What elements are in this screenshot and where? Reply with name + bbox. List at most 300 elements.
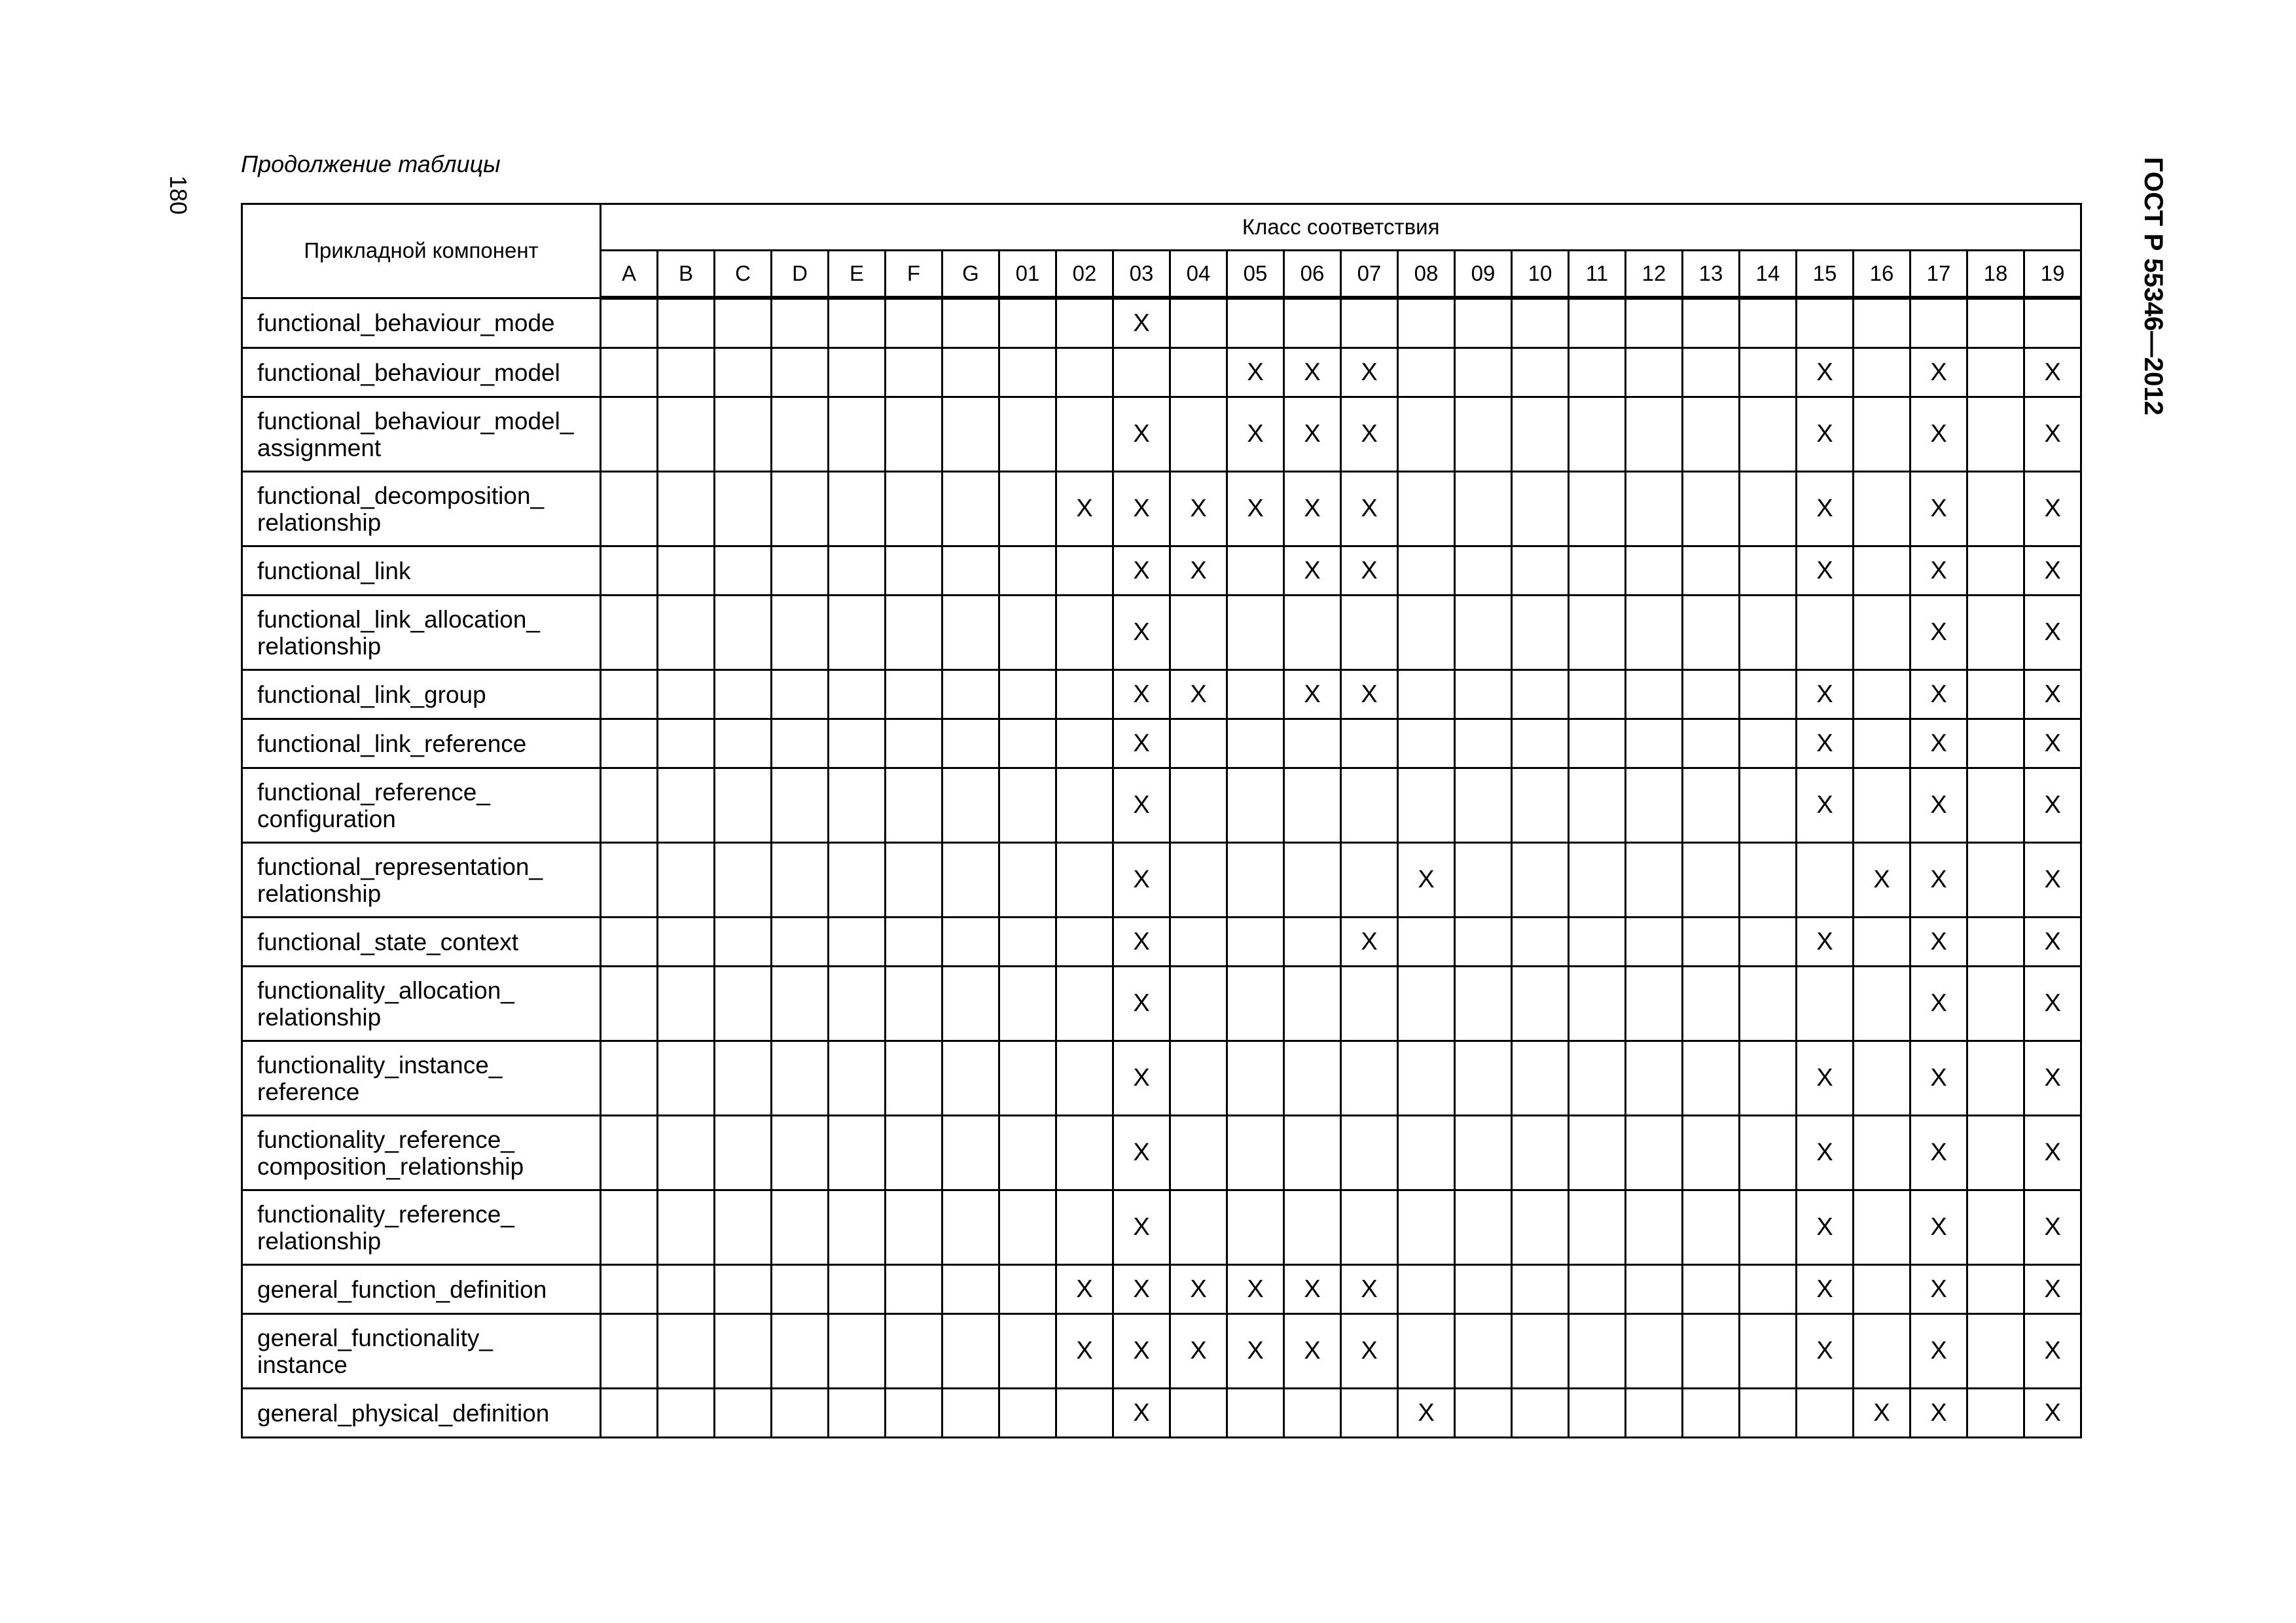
class-code-header: 07 bbox=[1341, 251, 1398, 298]
empty-cell bbox=[1398, 1116, 1455, 1190]
conformance-mark-cell: X bbox=[1113, 1389, 1170, 1438]
empty-cell bbox=[1170, 843, 1227, 918]
component-name-cell: functional_link_group bbox=[242, 670, 601, 719]
empty-cell bbox=[1398, 298, 1455, 348]
empty-cell bbox=[1455, 472, 1512, 546]
empty-cell bbox=[601, 843, 658, 918]
conformance-mark-cell: X bbox=[1910, 768, 1967, 843]
conformance-mark-cell: X bbox=[1797, 397, 1854, 472]
conformance-mark-cell: X bbox=[1284, 397, 1341, 472]
empty-cell bbox=[999, 918, 1056, 967]
empty-cell bbox=[601, 397, 658, 472]
empty-cell bbox=[1854, 670, 1910, 719]
empty-cell bbox=[886, 967, 942, 1041]
empty-cell bbox=[2024, 298, 2081, 348]
empty-cell bbox=[1967, 1190, 2024, 1265]
table-body bbox=[242, 298, 2081, 1438]
empty-cell bbox=[715, 843, 772, 918]
empty-cell bbox=[1227, 596, 1284, 670]
class-code-header: 17 bbox=[1910, 251, 1967, 298]
empty-cell bbox=[1341, 1190, 1398, 1265]
empty-cell bbox=[1455, 719, 1512, 768]
empty-cell bbox=[942, 670, 999, 719]
conformance-mark-cell: X bbox=[1910, 546, 1967, 596]
empty-cell bbox=[1626, 298, 1683, 348]
empty-cell bbox=[1569, 1116, 1626, 1190]
empty-cell bbox=[1056, 596, 1113, 670]
empty-cell bbox=[829, 670, 886, 719]
empty-cell bbox=[1284, 843, 1341, 918]
empty-cell bbox=[772, 843, 829, 918]
component-name-cell: functional_behaviour_mode bbox=[242, 298, 601, 348]
conformance-mark-cell: X bbox=[1854, 1389, 1910, 1438]
conformance-mark-cell: X bbox=[1113, 546, 1170, 596]
empty-cell bbox=[1626, 967, 1683, 1041]
empty-cell bbox=[1683, 1041, 1740, 1116]
conformance-mark-cell: X bbox=[1398, 1389, 1455, 1438]
empty-cell bbox=[1455, 1314, 1512, 1389]
empty-cell bbox=[658, 967, 715, 1041]
empty-cell bbox=[1455, 298, 1512, 348]
table-row bbox=[242, 546, 2081, 596]
empty-cell bbox=[1854, 1314, 1910, 1389]
empty-cell bbox=[658, 719, 715, 768]
empty-cell bbox=[942, 1116, 999, 1190]
conformance-mark-cell: X bbox=[2024, 546, 2081, 596]
empty-cell bbox=[1683, 843, 1740, 918]
conformance-table bbox=[241, 203, 2082, 1438]
empty-cell bbox=[1569, 719, 1626, 768]
table-row bbox=[242, 967, 2081, 1041]
empty-cell bbox=[1056, 719, 1113, 768]
conformance-mark-cell: X bbox=[1341, 918, 1398, 967]
empty-cell bbox=[1455, 1389, 1512, 1438]
empty-cell bbox=[658, 1116, 715, 1190]
conformance-mark-cell: X bbox=[1056, 1265, 1113, 1314]
conformance-mark-cell: X bbox=[1797, 1314, 1854, 1389]
empty-cell bbox=[1854, 1265, 1910, 1314]
empty-cell bbox=[1854, 1116, 1910, 1190]
conformance-mark-cell: X bbox=[1341, 397, 1398, 472]
empty-cell bbox=[1740, 1265, 1797, 1314]
conformance-mark-cell: X bbox=[1113, 1265, 1170, 1314]
empty-cell bbox=[715, 298, 772, 348]
empty-cell bbox=[1967, 1265, 2024, 1314]
class-code-header: A bbox=[601, 251, 658, 298]
empty-cell bbox=[715, 1265, 772, 1314]
empty-cell bbox=[1284, 1116, 1341, 1190]
conformance-mark-cell: X bbox=[1797, 472, 1854, 546]
empty-cell bbox=[601, 1041, 658, 1116]
empty-cell bbox=[886, 1314, 942, 1389]
empty-cell bbox=[658, 1190, 715, 1265]
empty-cell bbox=[1227, 719, 1284, 768]
table-row bbox=[242, 719, 2081, 768]
conformance-mark-cell: X bbox=[1113, 1190, 1170, 1265]
component-name-cell: functional_link_reference bbox=[242, 719, 601, 768]
component-name-cell: functional_link bbox=[242, 546, 601, 596]
empty-cell bbox=[999, 843, 1056, 918]
empty-cell bbox=[1170, 1041, 1227, 1116]
empty-cell bbox=[829, 1265, 886, 1314]
conformance-mark-cell: X bbox=[1284, 472, 1341, 546]
class-code-header: 12 bbox=[1626, 251, 1683, 298]
empty-cell bbox=[1341, 596, 1398, 670]
empty-cell bbox=[1967, 670, 2024, 719]
empty-cell bbox=[1569, 1190, 1626, 1265]
empty-cell bbox=[1683, 546, 1740, 596]
empty-cell bbox=[1170, 1389, 1227, 1438]
empty-cell bbox=[999, 670, 1056, 719]
conformance-mark-cell: X bbox=[1910, 1265, 1967, 1314]
empty-cell bbox=[1626, 768, 1683, 843]
empty-cell bbox=[1056, 670, 1113, 719]
empty-cell bbox=[1170, 348, 1227, 397]
empty-cell bbox=[1740, 768, 1797, 843]
empty-cell bbox=[886, 472, 942, 546]
empty-cell bbox=[999, 397, 1056, 472]
table-row bbox=[242, 397, 2081, 472]
conformance-mark-cell: X bbox=[2024, 670, 2081, 719]
empty-cell bbox=[1227, 1041, 1284, 1116]
empty-cell bbox=[1740, 1389, 1797, 1438]
class-code-header: 09 bbox=[1455, 251, 1512, 298]
empty-cell bbox=[1170, 298, 1227, 348]
empty-cell bbox=[772, 1116, 829, 1190]
empty-cell bbox=[1512, 1389, 1569, 1438]
empty-cell bbox=[1740, 1314, 1797, 1389]
empty-cell bbox=[601, 918, 658, 967]
empty-cell bbox=[1683, 768, 1740, 843]
empty-cell bbox=[942, 472, 999, 546]
empty-cell bbox=[1284, 967, 1341, 1041]
empty-cell bbox=[1341, 967, 1398, 1041]
empty-cell bbox=[886, 397, 942, 472]
empty-cell bbox=[1626, 1116, 1683, 1190]
conformance-mark-cell: X bbox=[1170, 546, 1227, 596]
empty-cell bbox=[1854, 348, 1910, 397]
empty-cell bbox=[1512, 1116, 1569, 1190]
empty-cell bbox=[1512, 719, 1569, 768]
conformance-mark-cell: X bbox=[2024, 1116, 2081, 1190]
empty-cell bbox=[1967, 596, 2024, 670]
empty-cell bbox=[1341, 768, 1398, 843]
table-row bbox=[242, 1190, 2081, 1265]
empty-cell bbox=[1455, 843, 1512, 918]
class-code-header: 10 bbox=[1512, 251, 1569, 298]
class-code-header: C bbox=[715, 251, 772, 298]
empty-cell bbox=[1056, 918, 1113, 967]
empty-cell bbox=[715, 1041, 772, 1116]
empty-cell bbox=[1854, 719, 1910, 768]
empty-cell bbox=[1398, 918, 1455, 967]
empty-cell bbox=[1398, 472, 1455, 546]
empty-cell bbox=[886, 1265, 942, 1314]
empty-cell bbox=[1512, 918, 1569, 967]
conformance-mark-cell: X bbox=[2024, 967, 2081, 1041]
empty-cell bbox=[1398, 768, 1455, 843]
component-name-cell: functionality_reference_ relationship bbox=[242, 1190, 601, 1265]
empty-cell bbox=[1854, 768, 1910, 843]
empty-cell bbox=[1854, 918, 1910, 967]
empty-cell bbox=[1569, 472, 1626, 546]
conformance-mark-cell: X bbox=[1284, 1265, 1341, 1314]
conformance-mark-cell: X bbox=[1910, 1116, 1967, 1190]
class-code-header: D bbox=[772, 251, 829, 298]
conformance-mark-cell: X bbox=[1341, 546, 1398, 596]
component-name-cell: functionality_instance_ reference bbox=[242, 1041, 601, 1116]
empty-cell bbox=[1740, 918, 1797, 967]
empty-cell bbox=[1626, 472, 1683, 546]
empty-cell bbox=[715, 1116, 772, 1190]
empty-cell bbox=[1455, 670, 1512, 719]
class-code-header: 06 bbox=[1284, 251, 1341, 298]
empty-cell bbox=[1967, 843, 2024, 918]
class-code-header: F bbox=[886, 251, 942, 298]
empty-cell bbox=[1910, 298, 1967, 348]
class-code-header: 08 bbox=[1398, 251, 1455, 298]
empty-cell bbox=[1170, 397, 1227, 472]
table-row bbox=[242, 1116, 2081, 1190]
empty-cell bbox=[1341, 1389, 1398, 1438]
class-code-header: 16 bbox=[1854, 251, 1910, 298]
empty-cell bbox=[772, 1041, 829, 1116]
empty-cell bbox=[1740, 1190, 1797, 1265]
empty-cell bbox=[1056, 348, 1113, 397]
empty-cell bbox=[658, 1314, 715, 1389]
empty-cell bbox=[1056, 1389, 1113, 1438]
empty-cell bbox=[1455, 1041, 1512, 1116]
empty-cell bbox=[1683, 397, 1740, 472]
conformance-mark-cell: X bbox=[1398, 843, 1455, 918]
empty-cell bbox=[1170, 1190, 1227, 1265]
empty-cell bbox=[1740, 670, 1797, 719]
empty-cell bbox=[772, 1190, 829, 1265]
empty-cell bbox=[1854, 967, 1910, 1041]
conformance-mark-cell: X bbox=[1170, 1314, 1227, 1389]
conformance-mark-cell: X bbox=[1910, 596, 1967, 670]
empty-cell bbox=[601, 967, 658, 1041]
table-row bbox=[242, 348, 2081, 397]
conformance-mark-cell: X bbox=[1797, 768, 1854, 843]
empty-cell bbox=[1626, 843, 1683, 918]
component-name-cell: functional_state_context bbox=[242, 918, 601, 967]
conformance-mark-cell: X bbox=[1797, 918, 1854, 967]
empty-cell bbox=[1626, 1314, 1683, 1389]
empty-cell bbox=[1626, 1265, 1683, 1314]
empty-cell bbox=[1967, 472, 2024, 546]
empty-cell bbox=[1227, 1116, 1284, 1190]
conformance-mark-cell: X bbox=[2024, 843, 2081, 918]
empty-cell bbox=[1797, 1389, 1854, 1438]
conformance-mark-cell: X bbox=[2024, 1041, 2081, 1116]
empty-cell bbox=[886, 348, 942, 397]
conformance-mark-cell: X bbox=[1910, 348, 1967, 397]
empty-cell bbox=[1626, 348, 1683, 397]
empty-cell bbox=[1341, 719, 1398, 768]
empty-cell bbox=[942, 843, 999, 918]
empty-cell bbox=[1967, 1314, 2024, 1389]
empty-cell bbox=[1626, 1041, 1683, 1116]
conformance-mark-cell: X bbox=[2024, 397, 2081, 472]
conformance-mark-cell: X bbox=[1113, 768, 1170, 843]
empty-cell bbox=[886, 298, 942, 348]
empty-cell bbox=[1170, 918, 1227, 967]
component-name-cell: functionality_allocation_ relationship bbox=[242, 967, 601, 1041]
empty-cell bbox=[1854, 397, 1910, 472]
empty-cell bbox=[658, 1265, 715, 1314]
empty-cell bbox=[829, 843, 886, 918]
table-row bbox=[242, 1041, 2081, 1116]
conformance-mark-cell: X bbox=[1113, 596, 1170, 670]
conformance-mark-cell: X bbox=[1797, 1265, 1854, 1314]
conformance-mark-cell: X bbox=[1284, 670, 1341, 719]
empty-cell bbox=[658, 918, 715, 967]
empty-cell bbox=[1512, 670, 1569, 719]
empty-cell bbox=[1967, 1041, 2024, 1116]
empty-cell bbox=[1569, 768, 1626, 843]
component-name-cell: general_function_definition bbox=[242, 1265, 601, 1314]
empty-cell bbox=[1284, 596, 1341, 670]
empty-cell bbox=[942, 719, 999, 768]
empty-cell bbox=[1170, 768, 1227, 843]
empty-cell bbox=[1626, 397, 1683, 472]
empty-cell bbox=[1398, 546, 1455, 596]
empty-cell bbox=[772, 768, 829, 843]
conformance-mark-cell: X bbox=[1113, 397, 1170, 472]
empty-cell bbox=[658, 596, 715, 670]
conformance-mark-cell: X bbox=[1113, 1314, 1170, 1389]
empty-cell bbox=[999, 472, 1056, 546]
conformance-mark-cell: X bbox=[1910, 1041, 1967, 1116]
empty-cell bbox=[1740, 719, 1797, 768]
empty-cell bbox=[1569, 298, 1626, 348]
empty-cell bbox=[1626, 1389, 1683, 1438]
empty-cell bbox=[1170, 967, 1227, 1041]
empty-cell bbox=[1854, 1190, 1910, 1265]
empty-cell bbox=[1398, 1041, 1455, 1116]
empty-cell bbox=[1056, 298, 1113, 348]
empty-cell bbox=[658, 1041, 715, 1116]
conformance-mark-cell: X bbox=[1113, 1116, 1170, 1190]
empty-cell bbox=[829, 967, 886, 1041]
empty-cell bbox=[886, 670, 942, 719]
conformance-mark-cell: X bbox=[2024, 596, 2081, 670]
conformance-mark-cell: X bbox=[1910, 670, 1967, 719]
empty-cell bbox=[829, 918, 886, 967]
conformance-mark-cell: X bbox=[1797, 670, 1854, 719]
empty-cell bbox=[1740, 397, 1797, 472]
empty-cell bbox=[1569, 1265, 1626, 1314]
empty-cell bbox=[1170, 1116, 1227, 1190]
conformance-mark-cell: X bbox=[2024, 719, 2081, 768]
empty-cell bbox=[1797, 843, 1854, 918]
class-code-header: 11 bbox=[1569, 251, 1626, 298]
empty-cell bbox=[1967, 918, 2024, 967]
component-name-cell: functional_decomposition_ relationship bbox=[242, 472, 601, 546]
empty-cell bbox=[1683, 298, 1740, 348]
empty-cell bbox=[886, 768, 942, 843]
empty-cell bbox=[886, 546, 942, 596]
table-row bbox=[242, 472, 2081, 546]
empty-cell bbox=[829, 596, 886, 670]
conformance-mark-cell: X bbox=[1910, 967, 1967, 1041]
empty-cell bbox=[1227, 670, 1284, 719]
empty-cell bbox=[1626, 719, 1683, 768]
empty-cell bbox=[715, 1190, 772, 1265]
empty-cell bbox=[1284, 1389, 1341, 1438]
class-column-header: Класс соответствия bbox=[601, 204, 2081, 251]
component-name-cell: functionality_reference_ composition_relationship bbox=[242, 1116, 601, 1190]
empty-cell bbox=[999, 719, 1056, 768]
empty-cell bbox=[1227, 298, 1284, 348]
component-column-header: Прикладной компонент bbox=[242, 204, 601, 298]
empty-cell bbox=[658, 397, 715, 472]
empty-cell bbox=[1683, 1314, 1740, 1389]
empty-cell bbox=[1341, 1041, 1398, 1116]
empty-cell bbox=[1398, 348, 1455, 397]
component-name-cell: functional_representation_ relationship bbox=[242, 843, 601, 918]
empty-cell bbox=[1455, 348, 1512, 397]
empty-cell bbox=[1398, 719, 1455, 768]
component-name-cell: functional_reference_ configuration bbox=[242, 768, 601, 843]
empty-cell bbox=[658, 348, 715, 397]
empty-cell bbox=[1683, 472, 1740, 546]
empty-cell bbox=[1056, 546, 1113, 596]
empty-cell bbox=[1683, 670, 1740, 719]
table-row bbox=[242, 1389, 2081, 1438]
empty-cell bbox=[601, 596, 658, 670]
component-name-cell: functional_behaviour_model_ assignment bbox=[242, 397, 601, 472]
empty-cell bbox=[772, 348, 829, 397]
class-code-header: 14 bbox=[1740, 251, 1797, 298]
empty-cell bbox=[1854, 1041, 1910, 1116]
empty-cell bbox=[772, 967, 829, 1041]
class-code-header: 05 bbox=[1227, 251, 1284, 298]
empty-cell bbox=[1683, 719, 1740, 768]
empty-cell bbox=[1797, 967, 1854, 1041]
empty-cell bbox=[829, 1116, 886, 1190]
empty-cell bbox=[658, 298, 715, 348]
empty-cell bbox=[999, 1314, 1056, 1389]
empty-cell bbox=[1967, 348, 2024, 397]
conformance-mark-cell: X bbox=[1341, 472, 1398, 546]
empty-cell bbox=[1284, 1190, 1341, 1265]
conformance-mark-cell: X bbox=[1227, 1265, 1284, 1314]
empty-cell bbox=[1626, 1190, 1683, 1265]
empty-cell bbox=[1056, 1190, 1113, 1265]
empty-cell bbox=[999, 298, 1056, 348]
empty-cell bbox=[886, 596, 942, 670]
conformance-mark-cell: X bbox=[1910, 719, 1967, 768]
empty-cell bbox=[715, 348, 772, 397]
empty-cell bbox=[715, 472, 772, 546]
empty-cell bbox=[999, 1116, 1056, 1190]
class-code-header: 19 bbox=[2024, 251, 2081, 298]
empty-cell bbox=[601, 719, 658, 768]
empty-cell bbox=[1569, 967, 1626, 1041]
empty-cell bbox=[999, 546, 1056, 596]
table-row bbox=[242, 670, 2081, 719]
class-code-header: 04 bbox=[1170, 251, 1227, 298]
empty-cell bbox=[601, 298, 658, 348]
empty-cell bbox=[829, 1041, 886, 1116]
empty-cell bbox=[1284, 719, 1341, 768]
empty-cell bbox=[1683, 1265, 1740, 1314]
conformance-mark-cell: X bbox=[1797, 546, 1854, 596]
table-row bbox=[242, 1314, 2081, 1389]
empty-cell bbox=[715, 1314, 772, 1389]
